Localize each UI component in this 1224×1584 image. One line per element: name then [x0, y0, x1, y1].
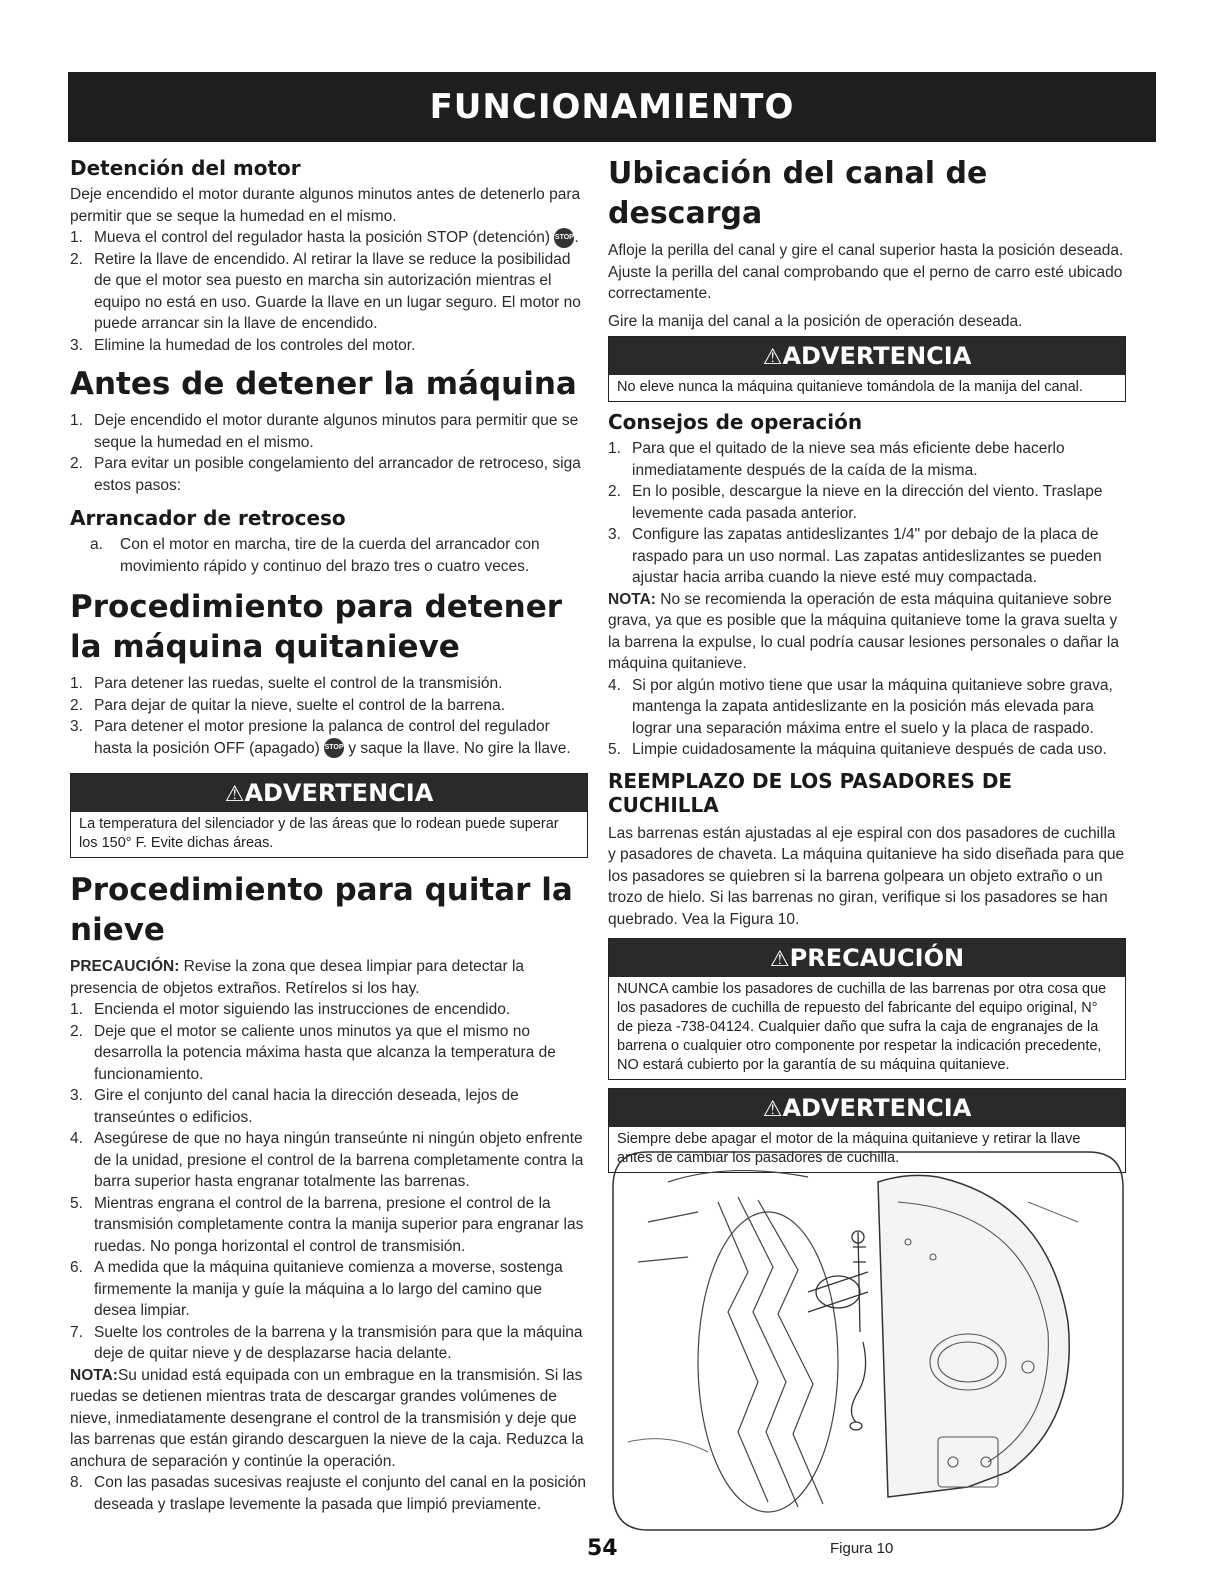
figure-caption: Figura 10 — [830, 1540, 894, 1557]
list-item: 8. Con las pasadas sucesivas reajuste el conjunto del canal en la posición deseada y traslape levemente la pasada que limpió previamente. — [70, 1474, 586, 1513]
heading-antes: Antes de detener la máquina — [70, 366, 577, 402]
heading-ubicacion: Ubicación del canal de descarga — [608, 156, 988, 231]
list-item: 2. Deje que el motor se caliente unos minutos ya que el mismo no desarrolla la potencia máxima hasta que alcanza la temperatura de funcionamiento. — [70, 1022, 556, 1083]
detencion-list — [70, 227, 588, 356]
proc-detener-list — [70, 673, 588, 759]
list-item: 7. Suelte los controles de la barrena y la transmisión para que la máquina deje de quitar nieve y de desplazarse hacia delante. — [70, 1323, 583, 1362]
list-item: 1. Encienda el motor siguiendo las instrucciones de encendido. — [70, 1001, 511, 1018]
list-item: a. Con el motor en marcha, tire de la cuerda del arrancador con movimiento rápido y continuo del brazo tres o cuatro veces. — [90, 536, 540, 575]
list-item: 6. A medida que la máquina quitanieve comienza a moverse, sostenga firmemente la manija y guíe la máquina a lo largo del camino que desea limpiar. — [70, 1259, 563, 1319]
caution-box: ⚠PRECAUCIÓN NUNCA cambie los pasadores de cuchilla de las barrenas por otra cosa que los pasadores de cuchilla de repuesto del fabricante del equipo original, N° de pieza -738-04124. Cualquier daño que sufra la caja de engranajes de la barrena o cualquier otro componente por respetar la indicación precedente, NO estará cubierto por la garantía de su máquina quitanieve. — [608, 938, 1126, 1080]
heading-proc-detener: Procedimiento para detener la máquina quitanieve — [70, 589, 563, 665]
list-item: 5. Limpie cuidadosamente la máquina quitanieve después de cada uso. — [608, 741, 1107, 758]
reemplazo-p: Las barrenas están ajustadas al eje espiral con dos pasadores de cuchilla y pasadores de chaveta. La máquina quitanieve ha sido diseñada para que los pasadores se quiebren si la barrena golpeara un objeto extraño o un trozo de hielo. Si las barrenas no giran, verifique si los pasadores se han quebrado. Vea la Figura 10. — [608, 824, 1125, 928]
list-item: 3. Configure las zapatas antideslizantes 1/4" por debajo de la placa de raspado para un uso normal. Las zapatas antideslizantes se pueden ajustar hacia arriba cuando la nieve esté muy compactada. — [608, 526, 1102, 586]
page-number: 54 — [587, 1536, 618, 1561]
list-item: 2. Retire la llave de encendido. Al retirar la llave se reduce la posibilidad de que el motor sea puesto en marcha sin autorización mientras el equipo no está en uso. Guarde la llave en un lugar seguro. El motor no puede arrancar sin la llave de encendido. — [70, 250, 581, 332]
list-item: 1. Para que el quitado de la nieve sea más eficiente debe hacerlo inmediatamente después de la caída de la misma. — [608, 440, 1065, 479]
list-item: 2. Para evitar un posible congelamiento del arrancador de retroceso, siga estos pasos: — [70, 455, 581, 494]
ubicacion-p1: Afloje la perilla del canal y gire el canal superior hasta la posición deseada. Ajuste la perilla del canal comprobando que el perno de carro esté ubicado correctamente. — [608, 242, 1124, 302]
warning-box-muffler: ⚠ADVERTENCIA La temperatura del silenciador y de las áreas que lo rodean puede superar los 150° F. Evite dichas áreas. — [70, 773, 588, 858]
list-item: 3. Para detener el motor presione la palanca de control del regulador hasta la posición OFF (apagado) STOP y saque la llave. No gire la llave. — [70, 718, 571, 757]
section-banner: FUNCIONAMIENTO — [68, 72, 1156, 142]
heading-reemplazo: REEMPLAZO DE LOS PASADORES DE CUCHILLA — [608, 768, 1013, 817]
right-column — [608, 148, 1126, 1181]
ubicacion-p2: Gire la manija del canal a la posición de operación deseada. — [608, 312, 1023, 330]
left-column — [70, 148, 588, 1515]
antes-list — [70, 410, 588, 496]
stop-icon: STOP — [554, 228, 574, 248]
warning-triangle-icon: ⚠ — [762, 1097, 783, 1122]
list-item: 4. Si por algún motivo tiene que usar la máquina quitanieve sobre grava, mantenga la zapata antideslizante en la posición más elevada para lograr una separación máxima entre el suelo y la placa de raspado. — [608, 676, 1113, 737]
warning-box-chute: ⚠ADVERTENCIA No eleve nunca la máquina quitanieve tomándola de la manija del canal. — [608, 336, 1126, 402]
nota-clutch: NOTA:Su unidad está equipada con un embrague en la transmisión. Si las ruedas se detienen mientras trata de descargar grandes volúmenes de nieve, inmediatamente desengrane el control de la transmisión y deje que las barrenas que están girando descarguen la nieve de la caja. Reduzca la anchura de separación y continúe la operación. — [70, 1366, 584, 1470]
heading-detencion: Detención del motor — [70, 156, 301, 180]
warning-triangle-icon: ⚠ — [762, 345, 783, 370]
list-item: 2. Para dejar de quitar la nieve, suelte el control de la barrena. — [70, 696, 505, 714]
heading-proc-quitar: Procedimiento para quitar la nieve — [70, 872, 573, 948]
list-item: 1. Mueva el control del regulador hasta la posición STOP (detención) STOP. — [70, 229, 579, 246]
list-item: 5. Mientras engrana el control de la barrena, presione el control de la transmisión completamente contra la manija superior para engranar las ruedas. No ponga horizontal el control de transmisión. — [70, 1194, 584, 1255]
stop-icon: STOP — [324, 738, 344, 758]
auger-housing-drawing — [608, 1142, 1128, 1534]
warning-triangle-icon: ⚠ — [769, 947, 790, 972]
warning-box-shear-pins: ⚠ADVERTENCIA Siempre debe apagar el motor de la máquina quitanieve y retirar la llave antes de cambiar los pasadores de cuchilla. — [608, 1088, 1126, 1173]
list-item: 3. Elimine la humedad de los controles del motor. — [70, 336, 416, 354]
figure-10-illustration — [608, 1142, 1128, 1534]
consejos-list-2 — [608, 675, 1126, 761]
consejos-list — [608, 438, 1126, 589]
list-item: 1. Para detener las ruedas, suelte el control de la transmisión. — [70, 675, 503, 692]
list-item: 2. En lo posible, descargue la nieve en la dirección del viento. Traslape levemente cada pasada anterior. — [608, 483, 1103, 522]
precaucion-note: PRECAUCIÓN: Revise la zona que desea limpiar para detectar la presencia de objetos extraños. Retírelos si los hay. — [70, 958, 525, 997]
arrancador-list — [70, 534, 588, 577]
proc-quitar-list-end — [70, 1472, 588, 1515]
list-item: 4. Asegúrese de que no haya ningún transeúnte ni ningún objeto enfrente de la unidad, presione el control de la barrena completamente contra la barra superior hasta engranar totalmente las barrenas. — [70, 1130, 584, 1190]
warning-triangle-icon: ⚠ — [224, 782, 245, 807]
list-item: 3. Gire el conjunto del canal hacia la dirección deseada, lejos de transeúntes o edificios. — [70, 1087, 519, 1126]
list-item: 1. Deje encendido el motor durante algunos minutos para permitir que se seque la humedad en el mismo. — [70, 412, 579, 451]
nota-gravel: NOTA: No se recomienda la operación de esta máquina quitanieve sobre grava, ya que es posible que la máquina quitanieve tome la grava suelta y la barrena la expulse, lo cual podría causar lesiones personales o dañar la máquina quitanieve. — [608, 590, 1119, 672]
heading-consejos: Consejos de operación — [608, 410, 863, 434]
heading-arrancador: Arrancador de retroceso — [70, 506, 346, 530]
proc-quitar-list — [70, 999, 588, 1365]
detencion-intro: Deje encendido el motor durante algunos minutos antes de detenerlo para permitir que se seque la humedad en el mismo. — [70, 186, 581, 225]
